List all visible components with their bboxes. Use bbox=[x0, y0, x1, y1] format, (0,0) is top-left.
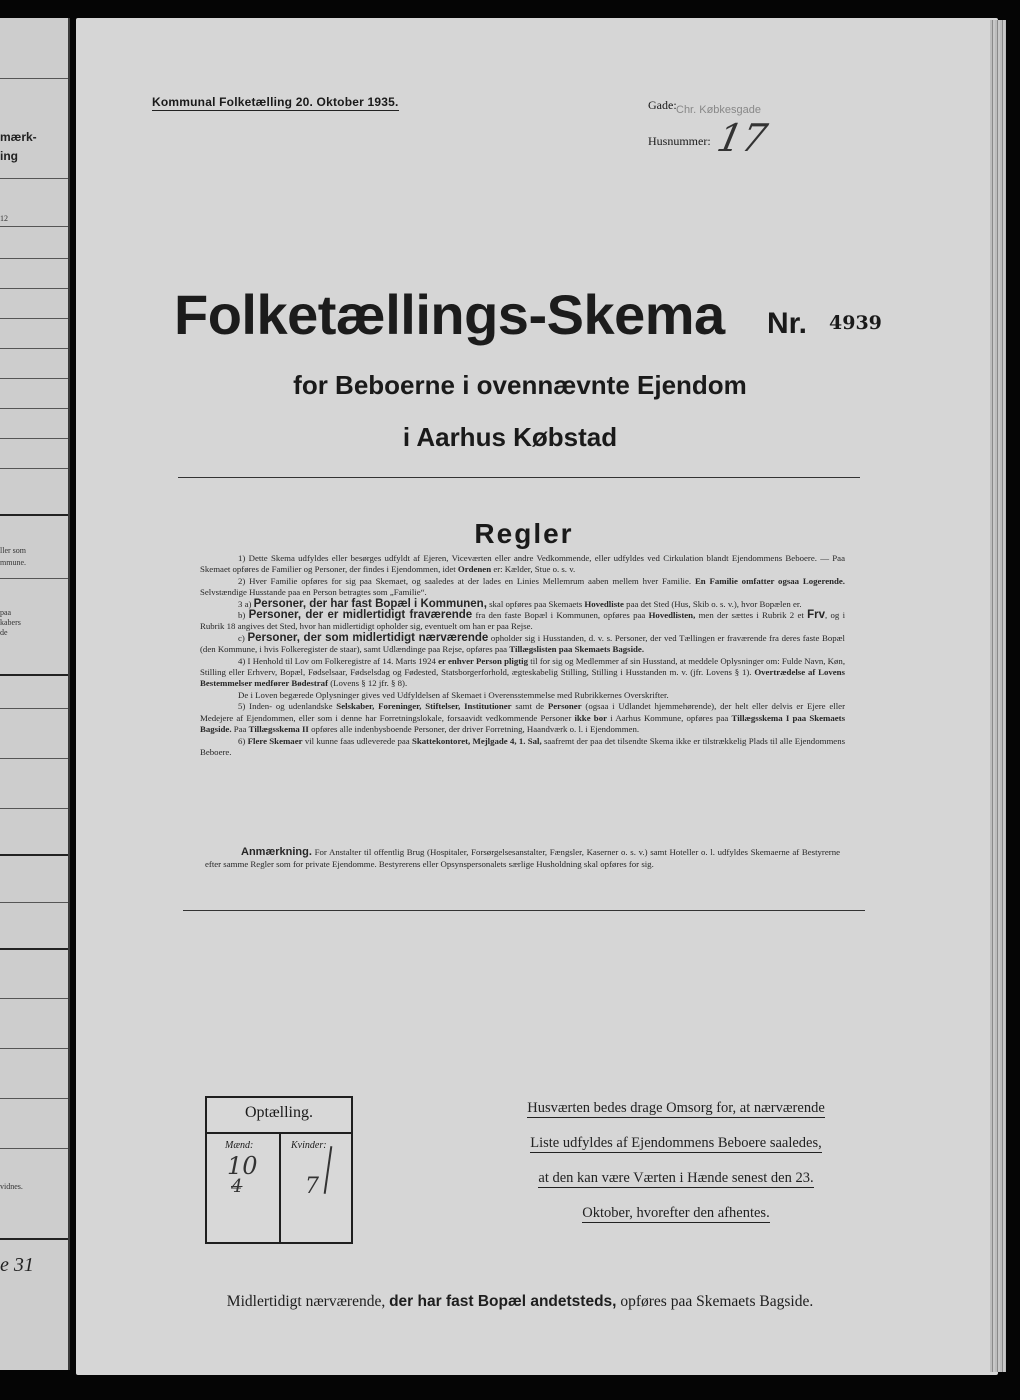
count-box bbox=[205, 1096, 353, 1244]
fragment-text: mmune. bbox=[0, 558, 26, 567]
rule-3a: 3 a) Personer, der har fast Bopæl i Kommunen, skal opføres paa Skemaets Hovedliste paa det Sted (Hus, Skib o. s. v.), hvor Bopælen er. bbox=[238, 597, 802, 610]
rule-line bbox=[0, 1048, 68, 1049]
men-count-struck: 4 bbox=[231, 1176, 243, 1197]
notice-line: at den kan være Værten i Hænde senest den 23. bbox=[538, 1170, 814, 1186]
rule-line bbox=[0, 998, 68, 999]
men-count: 10 bbox=[227, 1152, 258, 1180]
rule-line bbox=[0, 708, 68, 709]
street-value: Chr. Købkesgade bbox=[676, 104, 761, 116]
fragment-text: vidnes. bbox=[0, 1182, 23, 1191]
footer-note: Midlertidigt nærværende, der har fast Bopæl andetsteds, opføres paa Skemaets Bagside. bbox=[226, 1293, 814, 1310]
fragment-text: de bbox=[0, 628, 8, 637]
rule-line bbox=[0, 78, 68, 79]
men-label: Mænd: bbox=[225, 1140, 254, 1151]
rule-line bbox=[0, 514, 68, 516]
note-paragraph bbox=[205, 847, 840, 870]
note-label: Anmærkning. bbox=[241, 846, 312, 858]
rule-line bbox=[0, 178, 68, 179]
rule-3c: c) Personer, der som midlertidigt nærværende opholder sig i Husstanden, d. v. s. Personer, der ved Tællingen er fraværende fra deres faste Bopæl (den Kommune, i hvis Folkeregister de staar), samt Udlændinge paa Rejse, opføres paa Tillægslisten paa Skemaets Bagside. bbox=[200, 631, 845, 655]
rule-4: 4) I Henhold til Lov om Folkeregistre af 14. Marts 1924 er enhver Person pligtig til for sig og Medlemmer af sin Husstand, at meddele Oplysninger om: Fulde Navn, Køn, Stilling eller Erhverv, Bopæl, Fødselsaar, Fødselsdag og Fødested, Statsborgerforhold, ægteskabelig Stilling, Stilling i Husstanden m. v. (jfr. Lovens § 1). Overtrædelse af Lovens Bestemmelser medfører Bødestraf (Lovens § 12 jfr. § 8). bbox=[200, 655, 846, 689]
notice-line: Liste udfyldes af Ejendommens Beboere saaledes, bbox=[530, 1135, 822, 1151]
rule-5: 5) Inden- og udenlandske Selskaber, Foreninger, Stiftelser, Institutioner samt de Personer (ogsaa i Udlandet hjemmehørende), der helt eller delvis er Ejere eller Medejere af Ejendommen, eller som i denne har Forretningslokale, forsaavidt vedkommende Personer ikke bor i Aarhus Kommune, opføres paa Tillægsskema I paa Skemaets Bagside. Paa Tillægsskema II opføres alle indenbysboende Personer, der driver Forretning, Haandværk o. l. i Ejendommen. bbox=[200, 701, 846, 735]
form-number-label: Nr. bbox=[767, 307, 808, 340]
rule-line bbox=[0, 288, 68, 289]
fragment-text: paa bbox=[0, 608, 12, 617]
note-text: For Anstalter til offentlig Brug (Hospitaler, Forsørgelsesanstalter, Fængsler, Kaserner o. s. v.) samt Hoteller o. l. udfyldes Skemaerne af Bestyrerne efter samme Regler som for private Ejendomme. Bestyrerens eller Opsynspersonalets særlige Husholdning skal opføres for sig. bbox=[205, 847, 840, 869]
rule-line bbox=[0, 318, 68, 319]
count-box-title: Optælling. bbox=[244, 1104, 313, 1121]
rule-line bbox=[0, 1238, 68, 1240]
rule-4b: De i Loven begærede Oplysninger gives ved Udfyldelsen af Skemaet i Overensstemmelse med Rubrikkernes Overskrifter. bbox=[238, 689, 669, 700]
rule-line bbox=[0, 902, 68, 903]
rule-line bbox=[0, 578, 68, 579]
rule-line bbox=[0, 1148, 68, 1149]
handwritten-note: e 31 bbox=[0, 1254, 34, 1276]
rule-line bbox=[0, 258, 68, 259]
fragment-text: kabers bbox=[0, 618, 21, 627]
form-subtitle: for Beboerne i ovennævnte Ejendom bbox=[293, 370, 747, 400]
house-number-label: Husnummer: bbox=[648, 134, 711, 148]
rule-2: 2) Hver Familie opføres for sig paa Skemaet, og saaledes at der lades en Linies Mellemrum aaben mellem hver Familie. En Familie omfatter ogsaa Logerende. Selvstændige Husstande paa en Person betragtes som „Familie“. bbox=[200, 575, 845, 598]
rules-text bbox=[200, 553, 845, 758]
rule-line bbox=[0, 808, 68, 809]
notice-line: Husværten bedes drage Omsorg for, at nærværende bbox=[527, 1100, 825, 1116]
census-header: Kommunal Folketælling 20. Oktober 1935. bbox=[152, 95, 399, 109]
notice-line: Oktober, hvorefter den afhentes. bbox=[582, 1205, 770, 1221]
rule-line bbox=[0, 948, 68, 950]
form-number-value: 4939 bbox=[829, 312, 882, 334]
rule-line bbox=[0, 468, 68, 469]
divider bbox=[178, 477, 860, 478]
rule-1: 1) Dette Skema udfyldes eller besørges udfyldt af Ejeren, Viceværten eller andre Vedkommende, eller udfyldes ved Cirkulation blandt Ejendommens Beboere. — Paa Skemaet opføres de Familier og Personer, der findes i Ejendommen, idet Ordenen er: Kælder, Stue o. s. v. bbox=[200, 553, 845, 575]
rule-3b: b) Personer, der er midlertidigt fraværende fra den faste Bopæl i Kommunen, opføres paa Hovedlisten, men der sættes i Rubrik 2 et Frv, og i Rubrik 18 angives det Sted, hvor han midlertidigt opholder sig, eventuelt om han er paa Rejse. bbox=[200, 609, 846, 632]
page-stack-edge bbox=[990, 20, 1006, 1372]
rule-line bbox=[0, 674, 68, 676]
previous-page-edge bbox=[0, 18, 70, 1370]
divider bbox=[183, 910, 865, 911]
fragment-text: ing bbox=[0, 149, 18, 163]
rule-6: 6) Flere Skemaer vil kunne faas udleverede paa Skattekontoret, Mejlgade 4, 1. Sal, saafremt der paa det tilsendte Skema ikke er tilstrækkelig Plads til alle Ejendommens Beboere. bbox=[200, 735, 846, 757]
street-label: Gade: bbox=[648, 98, 677, 112]
fragment-text: mærk- bbox=[0, 130, 37, 144]
fragment-text: 12 bbox=[0, 214, 8, 223]
pencil-mark bbox=[324, 1146, 333, 1194]
rule-line bbox=[0, 1098, 68, 1099]
form-title: Folketællings-Skema bbox=[174, 283, 725, 346]
rules-heading: Regler bbox=[474, 518, 574, 549]
rule-line bbox=[0, 226, 68, 227]
fragment-text: ller som bbox=[0, 546, 26, 555]
rule-line bbox=[0, 758, 68, 759]
rule-line bbox=[0, 408, 68, 409]
rule-line bbox=[0, 854, 68, 856]
count-box-divider bbox=[279, 1132, 281, 1242]
house-number-value: 17 bbox=[713, 116, 772, 160]
form-subtitle-town: i Aarhus Købstad bbox=[402, 422, 618, 452]
women-label: Kvinder: bbox=[291, 1140, 327, 1151]
rule-line bbox=[0, 348, 68, 349]
women-count: 7 bbox=[305, 1174, 319, 1199]
